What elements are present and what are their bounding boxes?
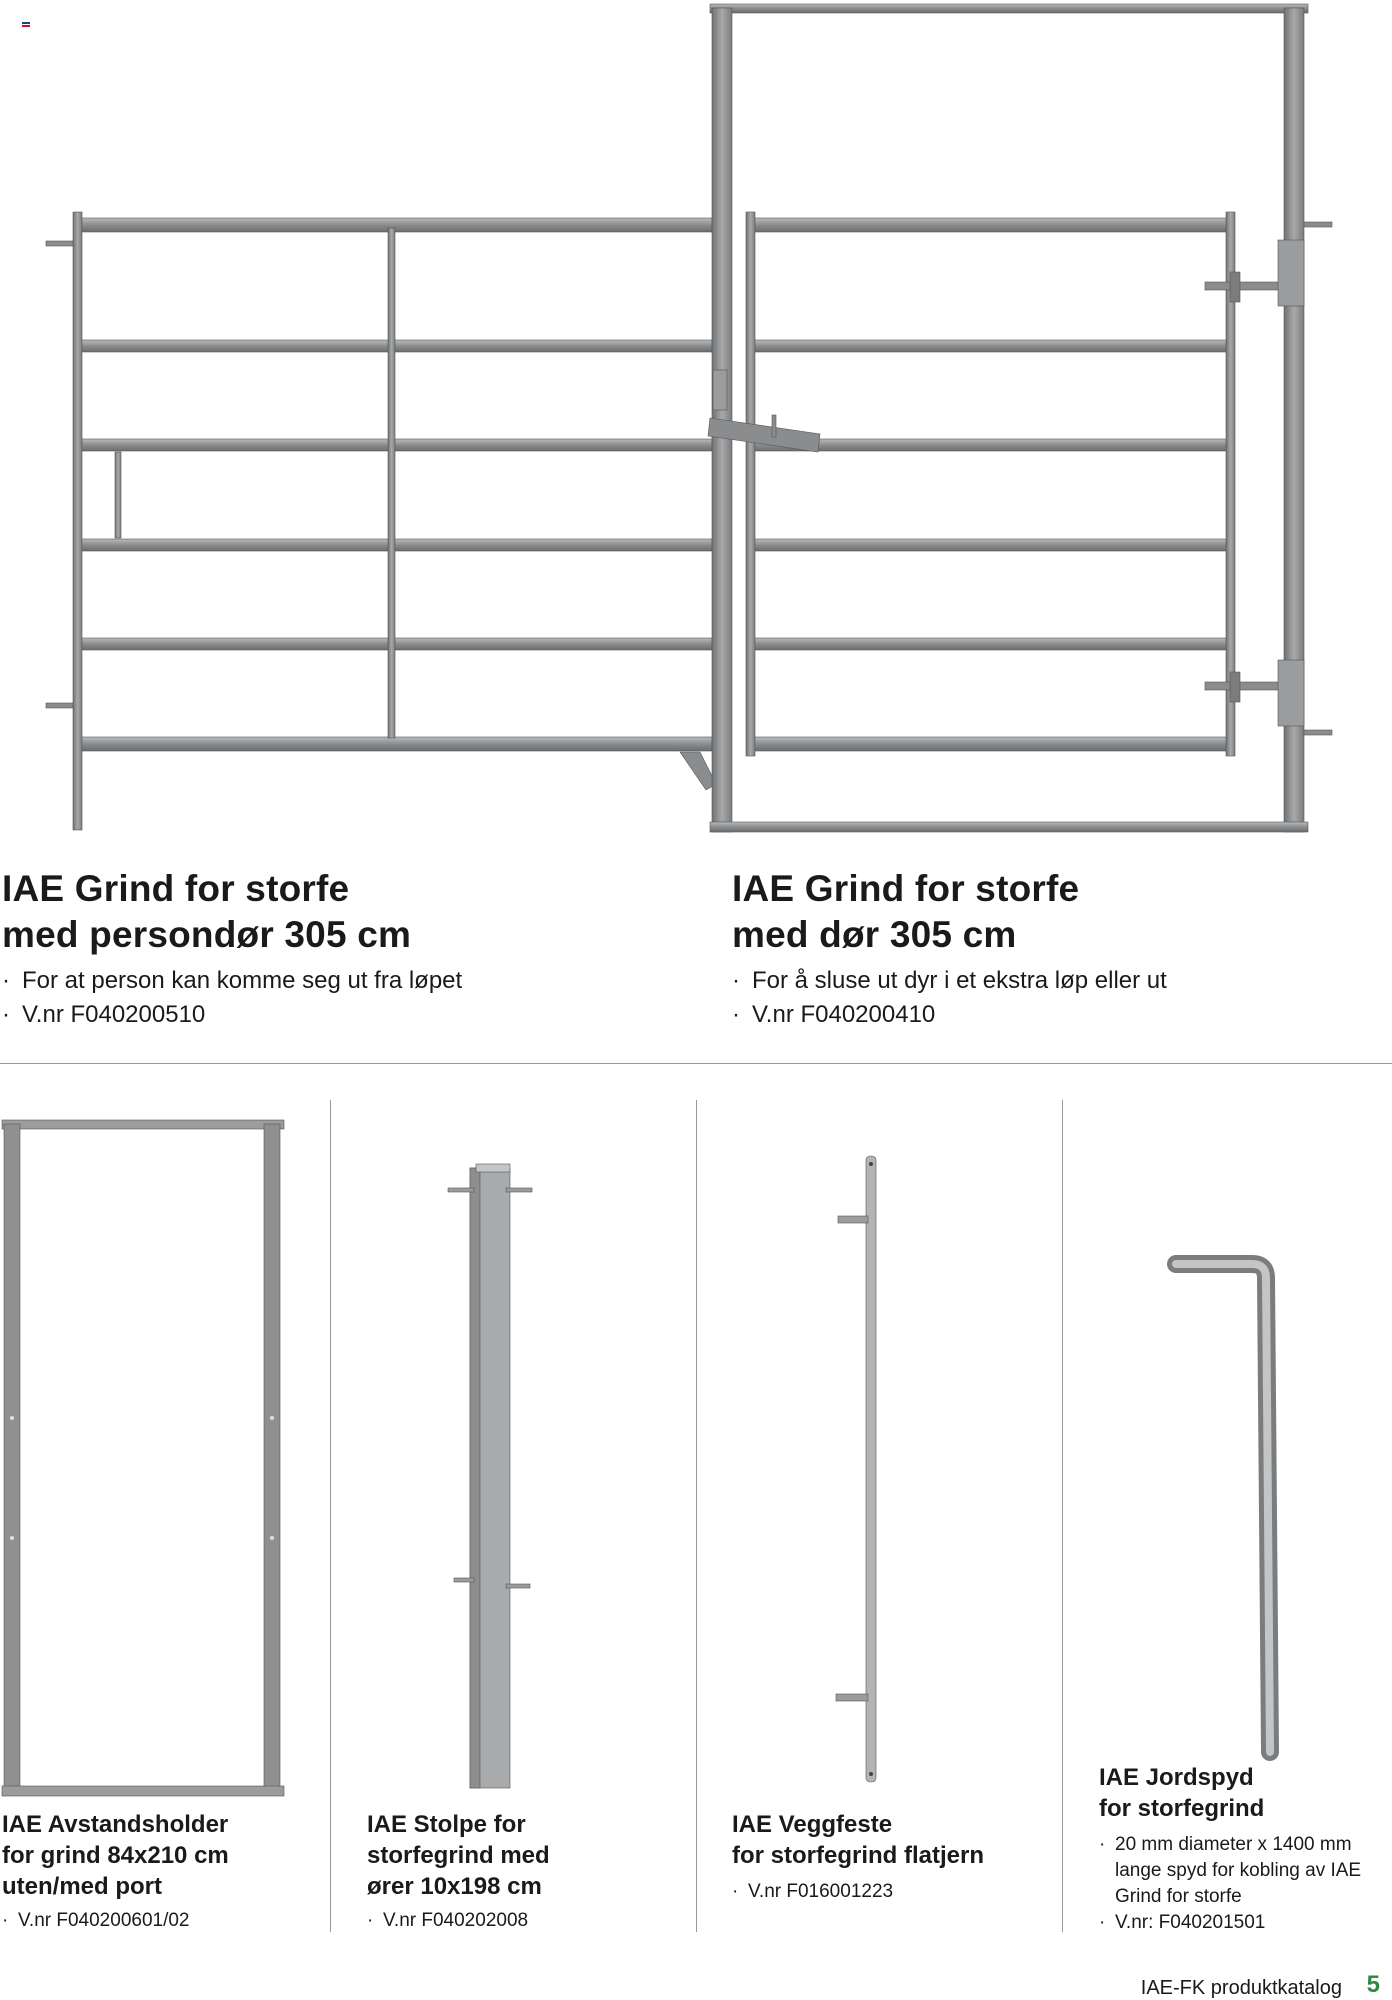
product-bullets <box>732 1879 1052 1905</box>
product-bullets <box>2 964 702 1032</box>
product-spacer <box>2 1809 322 1934</box>
page-number: 5 <box>1366 1971 1380 1998</box>
product-title: IAE Grind for storfe med dør 305 cm <box>732 868 1080 955</box>
column-divider <box>330 1100 331 1932</box>
ground-spike-illustration <box>1170 1252 1280 1756</box>
product-gate-door <box>732 866 1382 1032</box>
product-bullets <box>732 964 1382 1032</box>
bullet-article-number: · V.nr F040200601/02 <box>2 1908 322 1934</box>
product-bullets <box>367 1908 687 1934</box>
section-divider <box>0 1063 1392 1064</box>
bullet-description: · 20 mm diameter x 1400 mm lange spyd for kobling av IAE Grind for storfe <box>1099 1832 1389 1910</box>
bullet-article-number: · V.nr F040200510 <box>2 998 702 1032</box>
wall-bracket-illustration <box>830 1154 890 1786</box>
bullet-article-number: · V.nr F040202008 <box>367 1908 687 1934</box>
product-title: IAE Stolpe for storfegrind med ører 10x198 cm <box>367 1811 550 1900</box>
product-bullets <box>2 1908 322 1934</box>
catalog-label: IAE-FK produktkatalog <box>1140 1977 1342 1999</box>
product-title: IAE Avstandsholder for grind 84x210 cm uten/med port <box>2 1811 229 1900</box>
product-bullets <box>1099 1832 1389 1936</box>
column-divider <box>696 1100 697 1932</box>
bullet-article-number: · V.nr F040200410 <box>732 998 1382 1032</box>
bullet-description: · For at person kan komme seg ut fra løpet <box>2 964 702 998</box>
column-divider <box>1062 1100 1063 1932</box>
product-gate-persondor <box>2 866 702 1032</box>
product-title: IAE Veggfeste for storfegrind flatjern <box>732 1811 985 1869</box>
gate-illustration <box>0 0 1392 840</box>
product-ground-spike <box>1099 1762 1389 1936</box>
product-title: IAE Jordspyd for storfegrind <box>1099 1764 1265 1822</box>
product-post <box>367 1809 687 1934</box>
post-illustration <box>440 1160 540 1790</box>
bullet-description: · For å sluse ut dyr i et ekstra løp eller ut <box>732 964 1382 998</box>
bullet-article-number: · V.nr F016001223 <box>732 1879 1052 1905</box>
product-title: IAE Grind for storfe med persondør 305 cm <box>2 868 412 955</box>
product-wall-bracket <box>732 1809 1052 1905</box>
spacer-frame-illustration <box>0 1118 290 1798</box>
bullet-article-number: · V.nr: F040201501 <box>1099 1910 1389 1936</box>
